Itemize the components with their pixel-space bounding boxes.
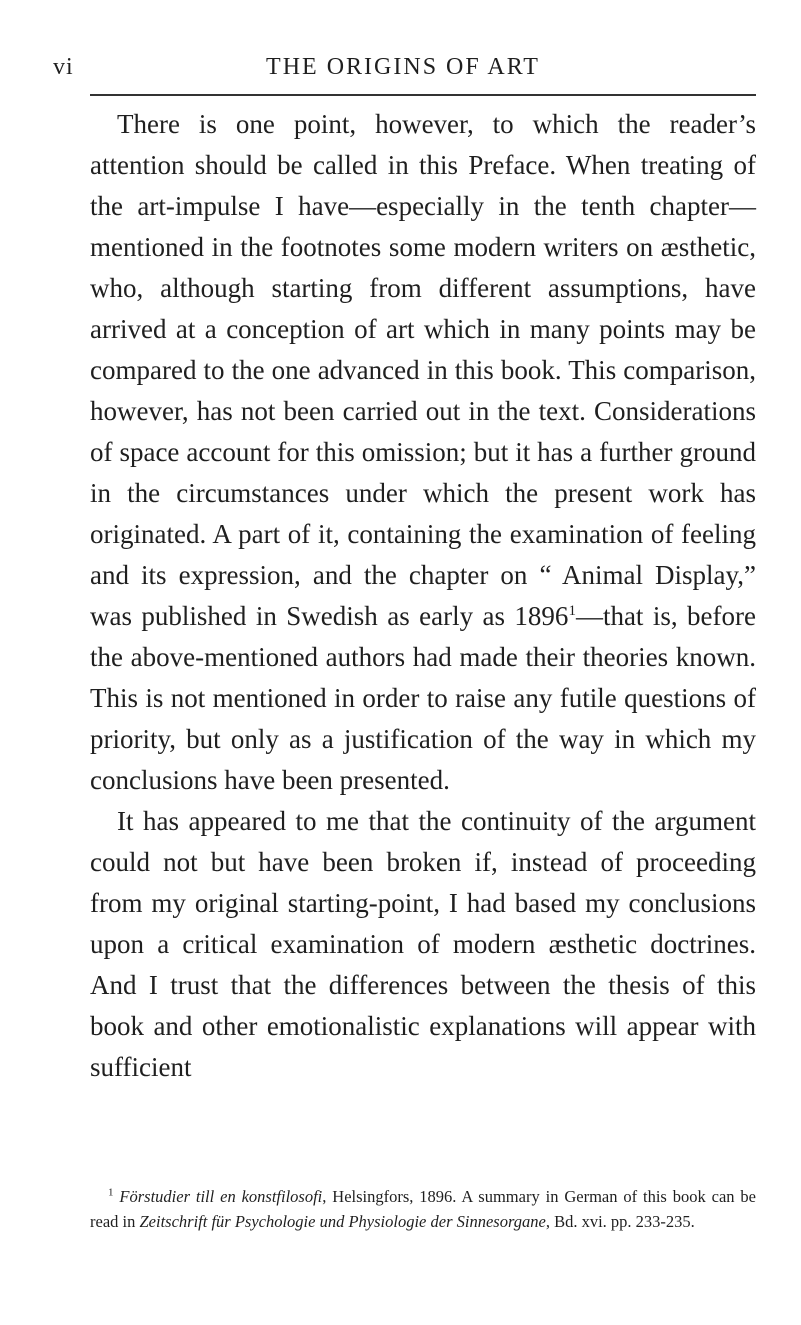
running-title: THE ORIGINS OF ART <box>266 54 540 80</box>
footnote-text-1: , Helsingfors, 1896. A summary in German of this book can be read in <box>90 1187 757 1231</box>
footnote-title: Förstudier till en konstfilosofi <box>119 1187 323 1206</box>
page-number: vi <box>53 54 74 80</box>
footnote-marker: 1 <box>108 1186 114 1199</box>
footnote-reference: 1 <box>568 603 576 619</box>
footnote-journal: Zeitschrift für Psychologie und Physiologie der Sinnesorgane <box>139 1212 546 1231</box>
paragraph-1-part-1: There is one point, however, to which the reader’s attention should be called in this Preface. When treating of the art-impulse I have—especially in the tenth chapter—mentioned in the footnotes some modern writers on æsthetic, who, although starting from different assumptions, have arrived at a conception of art which in many points may be compared to the one advanced in this book. This comparison, however, has not been carried out in the text. Considerations of space account for this omission; but it has a further ground in the circumstances under which the present work has originated. A part of it, containing the examination of feeling and its expression, and the chapter on “ Animal Display,” was published in Swedish as early as 1896 <box>90 109 756 631</box>
paragraph-2: It has appeared to me that the continuity of the argument could not but have been broken if, instead of proceeding from my original starting-point, I had based my conclusions upon a critical examination of modern æsthetic doctrines. And I trust that the differences between the thesis of this book and other emotionalistic explanations will appear with sufficient <box>90 806 756 1082</box>
footnote <box>90 1184 756 1234</box>
header-rule <box>90 94 756 96</box>
paragraph-1 <box>90 104 756 801</box>
running-head <box>53 50 753 86</box>
footnote-text-2: , Bd. xvi. pp. 233-235. <box>545 1212 695 1231</box>
paragraph-1-part-2: —that is, before the above-mentioned authors had made their theories known. This is not mentioned in order to raise any futile questions of priority, but only as a justification of the way in which my conclusions have been presented. <box>90 601 756 795</box>
body-text <box>90 104 756 1088</box>
